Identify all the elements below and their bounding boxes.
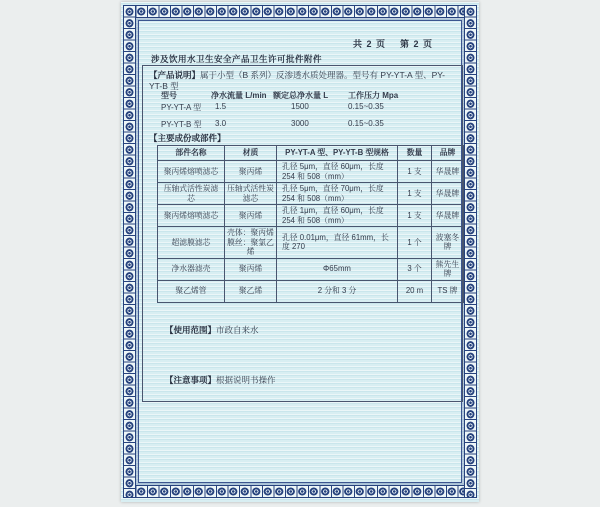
certificate-page bbox=[121, 2, 479, 502]
spec-cell: PY-YT-A 型 bbox=[161, 103, 202, 112]
comp-cell-name: 聚丙烯熔喷滤芯 bbox=[158, 205, 225, 227]
comp-cell-name: 压轴式活性炭滤芯 bbox=[158, 183, 225, 205]
components-table bbox=[157, 145, 464, 303]
components-section-label: 【主要成份或部件】 bbox=[149, 133, 226, 143]
precautions-line bbox=[165, 374, 276, 386]
comp-cell-qty: 1 支 bbox=[398, 183, 432, 205]
components-table-row bbox=[158, 280, 464, 302]
comp-header-spec: PY-YT-A 型、PY-YT-B 型规格 bbox=[277, 146, 398, 161]
comp-cell-name: 聚丙烯熔喷滤芯 bbox=[158, 161, 225, 183]
comp-cell-qty: 3 个 bbox=[398, 258, 432, 280]
usage-scope-line bbox=[165, 324, 259, 336]
comp-cell-brand: 华晟牌 bbox=[432, 205, 464, 227]
comp-cell-spec: 2 分和 3 分 bbox=[277, 280, 398, 302]
spec-cell: 1500 bbox=[291, 102, 309, 111]
comp-cell-material: 聚丙烯 bbox=[225, 258, 277, 280]
comp-cell-spec: 孔径 5μm，直径 60μm，长度 254 和 508（mm） bbox=[277, 161, 398, 183]
product-description-text: 属于小型（B 系列）反渗透水质处理器。型号有 PY-YT-A 型、PY-YT-B 型 bbox=[149, 70, 445, 91]
spec-cell: 1.5 bbox=[215, 102, 227, 111]
spec-cell: PY-YT-B 型 bbox=[161, 120, 202, 129]
attachment-title: 涉及饮用水卫生安全产品卫生许可批件附件 bbox=[151, 54, 323, 64]
comp-cell-spec: Φ65mm bbox=[277, 258, 398, 280]
spec-table-row bbox=[143, 119, 462, 130]
comp-cell-name: 净水器滤壳 bbox=[158, 258, 225, 280]
comp-cell-brand: 华晟牌 bbox=[432, 183, 464, 205]
precautions-label: 【注意事项】 bbox=[165, 375, 217, 385]
comp-cell-brand: 熊先生牌 bbox=[432, 258, 464, 280]
content-box bbox=[142, 65, 463, 402]
product-description-label: 【产品说明】 bbox=[149, 70, 201, 80]
comp-cell-brand: TS 牌 bbox=[432, 280, 464, 302]
comp-header-name: 部件名称 bbox=[158, 146, 225, 161]
components-table-row bbox=[158, 227, 464, 259]
decorative-stamp-border-top bbox=[123, 5, 477, 18]
comp-cell-brand: 华晟牌 bbox=[432, 161, 464, 183]
comp-cell-name: 超滤膜滤芯 bbox=[158, 227, 225, 259]
comp-cell-material: 聚丙烯 bbox=[225, 161, 277, 183]
pagination-current: 第 2 页 bbox=[400, 39, 434, 49]
spec-cell: 3000 bbox=[291, 119, 309, 128]
components-table-row bbox=[158, 161, 464, 183]
spec-cell: 3.0 bbox=[215, 119, 227, 128]
components-table-row bbox=[158, 205, 464, 227]
comp-header-qty: 数量 bbox=[398, 146, 432, 161]
spec-cell: 0.15~0.35 bbox=[348, 102, 384, 111]
spec-header-capacity: 额定总净水量 L bbox=[273, 91, 329, 100]
product-description bbox=[149, 70, 455, 92]
comp-cell-material: 壳体：聚丙烯 膜丝：聚氯乙烯 bbox=[225, 227, 277, 259]
decorative-stamp-border-right bbox=[464, 5, 477, 498]
spec-header-flow: 净水流量 L/min bbox=[211, 91, 267, 100]
comp-cell-name: 聚乙烯管 bbox=[158, 280, 225, 302]
decorative-stamp-border-bottom bbox=[123, 485, 477, 498]
comp-cell-material: 聚乙烯 bbox=[225, 280, 277, 302]
components-table-row bbox=[158, 183, 464, 205]
spec-header-pressure: 工作压力 Mpa bbox=[348, 91, 399, 100]
spec-table-header-row bbox=[143, 90, 462, 101]
spec-header-model: 型号 bbox=[161, 91, 177, 100]
comp-cell-qty: 1 支 bbox=[398, 205, 432, 227]
components-table-header-row bbox=[158, 146, 464, 161]
comp-cell-spec: 孔径 5μm，直径 70μm，长度 254 和 508（mm） bbox=[277, 183, 398, 205]
comp-cell-qty: 20 m bbox=[398, 280, 432, 302]
comp-header-material: 材质 bbox=[225, 146, 277, 161]
page-inner-frame bbox=[138, 20, 462, 483]
usage-scope-text: 市政自来水 bbox=[216, 325, 259, 335]
comp-header-brand: 品牌 bbox=[432, 146, 464, 161]
spec-table-row bbox=[143, 102, 462, 113]
page-pagination bbox=[353, 37, 447, 50]
comp-cell-spec: 孔径 0.01μm，直径 61mm，长度 270 bbox=[277, 227, 398, 259]
pagination-total: 共 2 页 bbox=[353, 39, 387, 49]
comp-cell-qty: 1 个 bbox=[398, 227, 432, 259]
precautions-text: 根据说明书操作 bbox=[216, 375, 276, 385]
comp-cell-spec: 孔径 1μm，直径 60μm，长度 254 和 508（mm） bbox=[277, 205, 398, 227]
comp-cell-qty: 1 支 bbox=[398, 161, 432, 183]
components-table-row bbox=[158, 258, 464, 280]
spec-cell: 0.15~0.35 bbox=[348, 119, 384, 128]
comp-cell-brand: 波塞冬牌 bbox=[432, 227, 464, 259]
decorative-stamp-border-left bbox=[123, 5, 136, 498]
usage-scope-label: 【使用范围】 bbox=[165, 325, 217, 335]
comp-cell-material: 聚丙烯 bbox=[225, 205, 277, 227]
comp-cell-material: 压轴式活性炭滤芯 bbox=[225, 183, 277, 205]
